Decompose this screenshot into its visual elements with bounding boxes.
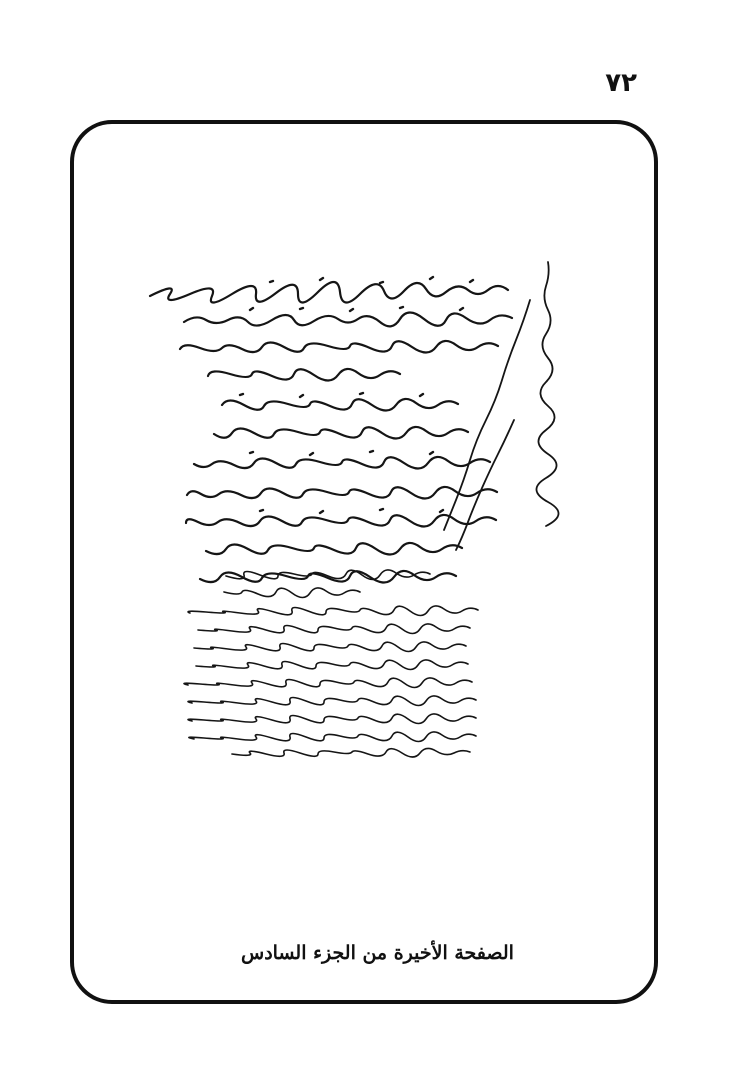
colophon-lines <box>184 570 478 757</box>
diacritic-marks <box>240 277 473 513</box>
page-caption: الصفحة الأخيرة من الجزء السادس <box>241 942 514 964</box>
main-text-lines <box>150 282 512 583</box>
page-number: ٧٢ <box>605 68 637 98</box>
margin-annotation <box>444 262 559 550</box>
